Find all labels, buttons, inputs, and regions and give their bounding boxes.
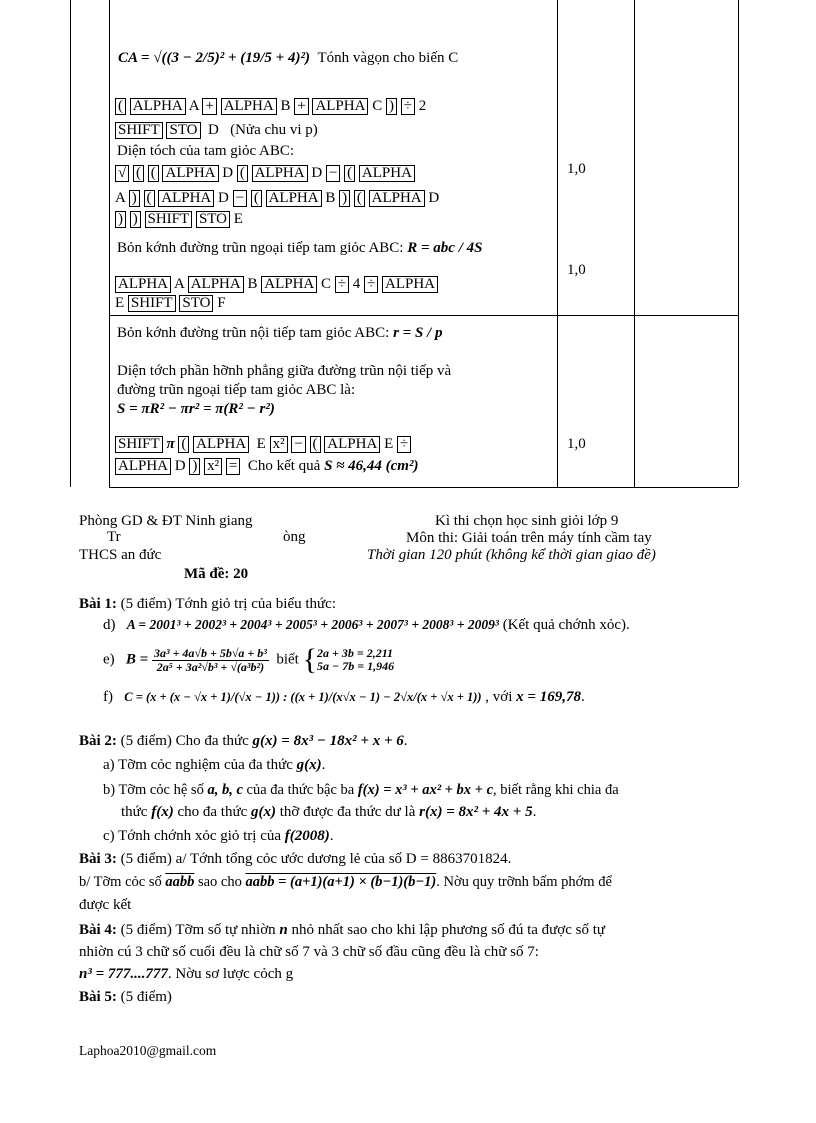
key: (	[310, 436, 321, 453]
problem-1-label: Bài 1:	[79, 596, 117, 612]
key: )	[115, 211, 126, 228]
key: ALPHA	[324, 436, 380, 453]
result-value: S ≈ 46,44 (cm²)	[324, 458, 419, 474]
problem-2b-line-2: thức f(x) cho đa thức g(x) thỡ được đa thức dư là r(x) = 8x² + 4x + 5.	[121, 804, 537, 820]
key-letter: E	[384, 436, 394, 452]
key-letter: F	[217, 295, 226, 311]
problem-1-heading	[79, 596, 336, 613]
key: ALPHA	[158, 190, 214, 207]
problem-2b-cho: cho đa thức	[177, 804, 248, 820]
problem-3b-line-1	[79, 874, 612, 891]
problem-1d	[103, 617, 630, 634]
problem-2a-poly: g(x)	[296, 757, 322, 773]
problem-3b-end: . Nờu quy trỡnh bấm phớm để	[436, 874, 612, 890]
score-1: 1,0	[567, 161, 586, 177]
problem-4-label: Bài 4:	[79, 922, 117, 938]
problem-3b-line-2: được kết	[79, 897, 132, 913]
problem-1e-label: e)	[103, 651, 115, 668]
header-left-1: Phòng GD & ĐT Ninh giang	[79, 513, 253, 529]
problem-3b-number: aabb	[165, 874, 195, 890]
key: STO	[179, 295, 213, 312]
problem-2c-text: c) Tớnh chớnh xỏc giỏ trị của	[103, 828, 282, 844]
problem-2b-end: , biết rằng khi chia đa	[493, 782, 619, 798]
shaded-label-1: Diện tớch phần hỡnh phẳng giữa đường trũn nội tiếp và	[117, 363, 452, 379]
problem-1e-sys-1: 2a + 3b = 2,211	[317, 646, 394, 660]
problem-4-line-3	[79, 966, 293, 983]
key: (	[251, 190, 262, 207]
problem-2b-f: f(x) = x³ + ax² + bx + c	[357, 782, 494, 798]
header-right-1: Kì thi chọn học sinh giỏi lớp 9	[435, 513, 619, 529]
key: SHIFT	[115, 436, 163, 453]
problem-4-text-2: nhỏ nhất sao cho khi lập phương số đú ta được số tự	[291, 922, 606, 938]
key: ALPHA	[115, 458, 171, 475]
key: ALPHA	[130, 98, 186, 115]
key-letter: D	[311, 165, 323, 181]
key-letter: B	[280, 98, 291, 114]
header-right-2: Môn thi: Giải toán trên máy tính cầm tay	[406, 530, 652, 546]
key-letter: D	[222, 165, 234, 181]
key: (	[354, 190, 365, 207]
problem-1e-sys-2: 5a − 7b = 1,946	[317, 659, 395, 673]
problem-2a-text: a) Tỡm cỏc nghiệm của đa thức	[103, 757, 293, 773]
key: )	[129, 190, 140, 207]
problem-1d-formula: A = 2001³ + 2002³ + 2004³ + 2005³ + 2006³ + 2007³ + 2008³ + 2009³	[126, 617, 499, 632]
keys-row-9	[115, 458, 418, 475]
problem-3b-text: b/ Tỡm cỏc số	[79, 874, 162, 890]
radius-row	[117, 240, 482, 257]
keys-row-1	[115, 98, 426, 115]
problem-5-label: Bài 5:	[79, 989, 117, 1005]
problem-1d-note: (Kết quả chớnh xỏc).	[502, 617, 630, 633]
keys-row-7	[115, 295, 226, 312]
ca-note: Tónh vàgọn cho biến C	[317, 50, 459, 66]
key: +	[202, 98, 216, 115]
key: √	[115, 165, 129, 182]
key: SHIFT	[145, 211, 193, 228]
key-letter: E	[115, 295, 125, 311]
problem-2b-mid: của đa thức bậc ba	[246, 782, 355, 798]
table-left-line	[109, 0, 110, 487]
problem-2b-rx: r(x) = 8x² + 4x + 5	[419, 804, 533, 820]
problem-2c-f: f(2008)	[284, 828, 330, 844]
key: (	[115, 98, 126, 115]
key: ALPHA	[312, 98, 368, 115]
key: ALPHA	[162, 165, 218, 182]
key: ÷	[364, 276, 378, 293]
keys-row-8	[115, 436, 411, 453]
table-score-line	[634, 0, 635, 487]
keys-row-2	[115, 122, 318, 139]
problem-1f-label: f)	[103, 689, 113, 705]
problem-1e-den: 2a⁵ + 3a²√b³ + √(a³b²)	[156, 659, 265, 674]
problem-1f-note: , với	[485, 689, 513, 705]
problem-2b-fx: f(x)	[151, 804, 174, 820]
key: ÷	[335, 276, 349, 293]
problem-4-heading	[79, 922, 605, 939]
key-letter: π	[166, 436, 175, 452]
problem-2b-du: thỡ được đa thức dư là	[279, 804, 416, 820]
keys-row-6	[115, 276, 438, 293]
problem-1e-brace: {	[302, 643, 318, 676]
problem-1e-num: 3a³ + 4a√b + 5b√a + b³	[153, 645, 267, 660]
problem-1e-lhs: B =	[125, 651, 149, 668]
problem-5-heading	[79, 989, 172, 1006]
score-3: 1,0	[567, 436, 586, 452]
header-left-2a: Tr	[107, 529, 121, 545]
key-letter: B	[247, 276, 258, 292]
table-right-line	[738, 0, 739, 487]
key: )	[189, 458, 200, 475]
key: (	[344, 165, 355, 182]
key: ALPHA	[115, 276, 171, 293]
key: −	[291, 436, 305, 453]
problem-2b-thuc: thức	[121, 804, 148, 820]
problem-2a: a) Tỡm cỏc nghiệm của đa thức g(x).	[103, 757, 326, 773]
key: ALPHA	[188, 276, 244, 293]
problem-3-label: Bài 3:	[79, 851, 117, 867]
area-label: Diện tóch của tam giỏc ABC:	[117, 143, 295, 159]
key-letter: D	[208, 122, 219, 138]
problem-2b-gx: g(x)	[251, 804, 276, 820]
key: −	[233, 190, 247, 207]
key-letter: C	[372, 98, 383, 114]
keys-row-5	[115, 211, 243, 228]
inradius-formula: r = S / p	[393, 325, 443, 341]
key: x²	[204, 458, 222, 475]
key: (	[148, 165, 159, 182]
key: ÷	[397, 436, 411, 453]
problem-2c: c) Tớnh chớnh xỏc giỏ trị của f(2008).	[103, 828, 334, 844]
key-letter: 2	[418, 98, 427, 114]
problem-4-n: n	[279, 922, 288, 938]
key: )	[339, 190, 350, 207]
exam-code: Mã đề: 20	[184, 566, 249, 582]
keys-row-3	[115, 165, 415, 182]
problem-3b-mid: sao cho	[197, 874, 242, 890]
header-right-3: Thời gian 120 phút (không kể thời gian giao đề)	[367, 547, 656, 563]
key: (	[144, 190, 155, 207]
problem-4-eq: n³ = 777....777	[79, 966, 168, 982]
key-letter: C	[321, 276, 332, 292]
problem-1-text: (5 điểm) Tớnh giỏ trị của biểu thức:	[120, 596, 336, 612]
problem-1e-biet: biết	[276, 651, 299, 668]
problem-2b-text: b) Tỡm cỏc hệ số	[103, 782, 204, 798]
key: =	[226, 458, 240, 475]
key: ALPHA	[359, 165, 415, 182]
problem-4-line-2: nhiờn cú 3 chữ số cuối đều là chữ số 7 và 3 chữ số đầu cũng đều là chữ số 7:	[79, 944, 539, 960]
problem-1e-fraction	[152, 647, 269, 674]
key: ALPHA	[382, 276, 438, 293]
key: ÷	[401, 98, 415, 115]
keys-row-4	[115, 190, 439, 207]
problem-1e	[103, 645, 394, 675]
problem-4-text: (5 điểm) Tỡm số tự nhiờn	[120, 922, 276, 938]
key: −	[326, 165, 340, 182]
radius-label: Bỏn kớnh đường trũn ngoại tiếp tam giỏc ABC:	[117, 240, 404, 256]
key-letter: A	[188, 98, 199, 114]
key-letter: D	[428, 190, 440, 206]
key-note: (Nửa chu vi p)	[230, 122, 318, 138]
table-bottom-line	[109, 487, 738, 488]
key-letter: E	[233, 211, 243, 227]
key: ALPHA	[193, 436, 249, 453]
problem-2b-vars: a, b, c	[207, 782, 243, 798]
key: x²	[270, 436, 288, 453]
radius-formula: R = abc / 4S	[407, 240, 483, 256]
key: STO	[166, 122, 200, 139]
ca-formula-row	[118, 50, 458, 67]
key: )	[130, 211, 141, 228]
key: )	[386, 98, 397, 115]
key: ALPHA	[252, 165, 308, 182]
problem-1f: f) C = (x + (x − √x + 1)/(√x − 1)) : ((x + 1)/(x√x − 1) − 2√x/(x + √x + 1)) , với x = 169,78.	[103, 689, 585, 705]
key: SHIFT	[128, 295, 176, 312]
header-left-2b: òng	[283, 529, 306, 545]
key-letter: B	[325, 190, 336, 206]
inradius-row	[117, 325, 442, 342]
key-letter: E	[256, 436, 266, 452]
key: +	[294, 98, 308, 115]
key-letter: A	[173, 276, 184, 292]
problem-2-poly: g(x) = 8x³ − 18x² + x + 6	[252, 733, 404, 749]
table-mid-line	[557, 0, 558, 487]
table-outer-left-line	[70, 0, 71, 487]
key: ALPHA	[369, 190, 425, 207]
footer-email[interactable]: Laphoa2010@gmail.com	[79, 1043, 217, 1058]
problem-1f-x: x = 169,78	[516, 689, 581, 705]
problem-2-label: Bài 2:	[79, 733, 117, 749]
key: ALPHA	[266, 190, 322, 207]
inradius-label: Bỏn kớnh đường trũn nội tiếp tam giỏc ABC:	[117, 325, 390, 341]
problem-1e-system	[317, 647, 394, 673]
key-letter: D	[218, 190, 229, 206]
key: SHIFT	[115, 122, 163, 139]
problem-5-text: (5 điểm)	[120, 989, 172, 1005]
key-letter: A	[115, 190, 126, 206]
result-text: Cho kết quả	[247, 458, 321, 474]
shaded-label-2: đường trũn ngoại tiếp tam giỏc ABC là:	[117, 382, 356, 398]
shaded-formula: S = πR² − πr² = π(R² − r²)	[117, 401, 275, 417]
key: (	[133, 165, 144, 182]
score-2: 1,0	[567, 262, 586, 278]
key-letter: D	[174, 458, 186, 474]
key: (	[237, 165, 248, 182]
problem-1f-formula: C = (x + (x − √x + 1)/(√x − 1)) : ((x + 1)/(x√x − 1) − 2√x/(x + √x + 1))	[124, 690, 482, 704]
key: ALPHA	[221, 98, 277, 115]
problem-3-text: (5 điểm) a/ Tớnh tổng cỏc ước dương lẻ của số D = 8863701824.	[120, 851, 512, 867]
key: (	[178, 436, 189, 453]
problem-1d-label: d)	[103, 617, 116, 633]
problem-3-heading	[79, 851, 511, 868]
problem-2-text: (5 điểm) Cho đa thức	[120, 733, 249, 749]
header-left-3: THCS an đức	[79, 547, 162, 563]
table-row-divider	[109, 315, 738, 316]
ca-formula: CA = √((3 − 2/5)² + (19/5 + 4)²)	[118, 50, 310, 66]
key: STO	[196, 211, 230, 228]
problem-4-end: . Nờu sơ lược cỏch g	[167, 966, 294, 982]
problem-3b-eq: aabb = (a+1)(a+1) × (b−1)(b−1)	[245, 874, 437, 890]
key: ALPHA	[261, 276, 317, 293]
problem-2-heading: Bài 2: (5 điểm) Cho đa thức g(x) = 8x³ − 18x² + x + 6.	[79, 733, 408, 749]
problem-2b-line-1	[103, 782, 619, 799]
key-letter: 4	[352, 276, 361, 292]
